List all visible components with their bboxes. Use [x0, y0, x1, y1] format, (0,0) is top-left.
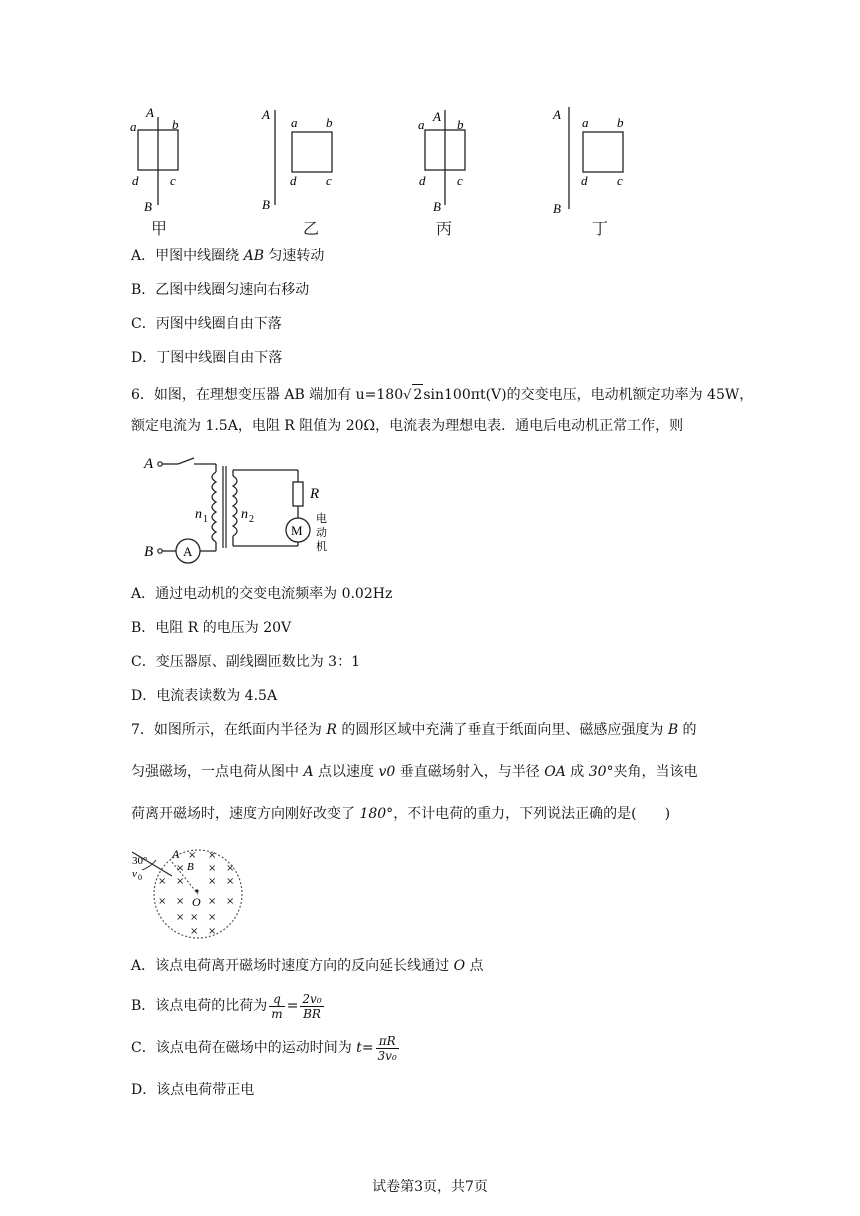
q6-option-d: D．电流表读数为 4.5A — [131, 688, 278, 704]
svg-text:B: B — [187, 861, 194, 873]
svg-text:动: 动 — [316, 526, 327, 539]
figure-yi — [258, 105, 348, 215]
svg-text:30°: 30° — [132, 855, 148, 867]
svg-text:B: B — [553, 201, 561, 215]
svg-text:机: 机 — [316, 540, 327, 553]
svg-text:B: B — [144, 199, 152, 214]
q5-option-a: A．甲图中线圈绕 AB 匀速转动 — [131, 248, 325, 264]
svg-text:×: × — [158, 876, 167, 887]
q6-option-c: C．变压器原、副线圈匝数比为 3：1 — [131, 654, 360, 670]
q5-option-b: B．乙图中线圈匀速向右移动 — [131, 282, 310, 298]
svg-text:c: c — [326, 173, 332, 188]
q7-stem-line2: 匀强磁场，一点电荷从图中 A 点以速度 v0 垂直磁场射入，与半径 OA 成 30°夹角，当该电 — [131, 764, 698, 780]
svg-text:O: O — [192, 895, 201, 909]
q7-option-a: A．该点电荷离开磁场时速度方向的反向延长线通过 O 点 — [131, 958, 484, 974]
svg-text:×: × — [190, 912, 199, 923]
svg-text:b: b — [326, 115, 333, 130]
svg-text:×: × — [208, 876, 217, 887]
q7-stem-line3: 荷离开磁场时，速度方向刚好改变了 180°，不计电荷的重力，下列说法正确的是( ) — [131, 806, 671, 822]
svg-text:×: × — [176, 876, 185, 887]
figure-label-jia: 甲 — [151, 219, 168, 238]
q6-circuit-diagram — [140, 452, 340, 572]
svg-text:×: × — [176, 863, 185, 874]
q5-option-c: C．丙图中线圈自由下落 — [131, 316, 282, 332]
svg-text:b: b — [172, 117, 179, 132]
svg-text:d: d — [290, 173, 297, 188]
q7-option-d: D．该点电荷带正电 — [131, 1082, 255, 1098]
svg-text:A: A — [262, 107, 270, 122]
svg-text:A: A — [553, 107, 561, 122]
figure-ding — [545, 105, 635, 215]
q7-option-c: C．该点电荷在磁场中的运动时间为 t= $\frac{\pi R}{\text{3v₀}}$ — [131, 1033, 397, 1063]
q6-option-a: A．通过电动机的交变电流频率为 0.02Hz — [131, 586, 393, 602]
svg-text:电: 电 — [316, 512, 327, 525]
svg-text:×: × — [208, 850, 217, 861]
svg-text:c: c — [170, 173, 176, 188]
svg-text:v: v — [132, 868, 137, 880]
figure-label-yi: 乙 — [303, 219, 320, 238]
svg-text:a: a — [130, 119, 137, 134]
q7-stem-line1: 7．如图所示，在纸面内半径为 R 的圆形区域中充满了垂直于纸面向里、磁感应强度为 B 的 — [131, 722, 697, 738]
svg-text:×: × — [158, 896, 167, 907]
svg-text:×: × — [208, 896, 217, 907]
page-footer: 试卷第3页，共7页 — [372, 1179, 488, 1195]
figure-bing — [413, 105, 483, 215]
svg-text:×: × — [226, 863, 235, 874]
svg-text:d: d — [419, 173, 426, 188]
svg-text:d: d — [132, 173, 139, 188]
svg-text:B: B — [433, 199, 441, 214]
svg-text:d: d — [581, 173, 588, 188]
svg-text:×: × — [226, 896, 235, 907]
q6-option-b: B．电阻 R 的电压为 20V — [131, 620, 292, 636]
svg-text:×: × — [208, 912, 217, 923]
figure-label-bing: 丙 — [436, 219, 453, 238]
svg-text:a: a — [291, 115, 298, 130]
svg-text:×: × — [208, 863, 217, 874]
q7-magnetic-field-diagram — [128, 844, 248, 944]
svg-text:×: × — [226, 876, 235, 887]
svg-text:2: 2 — [249, 514, 254, 525]
figure-label-ding: 丁 — [592, 219, 609, 238]
svg-text:B: B — [144, 544, 154, 560]
svg-text:A: A — [433, 109, 441, 124]
svg-text:×: × — [190, 926, 199, 937]
svg-text:0: 0 — [138, 873, 142, 882]
svg-text:n: n — [241, 507, 248, 522]
svg-text:R: R — [310, 486, 320, 502]
svg-text:×: × — [176, 912, 185, 923]
svg-text:c: c — [457, 173, 463, 188]
q6-stem-line1: 6．如图，在理想变压器 AB 端加有 u=180√ 2sin100πt(V)的交变电压，电动机额定功率为 45W， — [131, 384, 753, 406]
svg-text:c: c — [617, 173, 623, 188]
svg-text:×: × — [176, 896, 185, 907]
svg-text:×: × — [188, 850, 197, 861]
svg-text:1: 1 — [203, 514, 208, 525]
q7-option-b: B．该点电荷的比荷为 $\frac{q}{m}$ = $\frac{\text{2v₀}}{BR}$ — [131, 991, 322, 1021]
svg-text:A: A — [146, 105, 154, 120]
svg-text:b: b — [457, 117, 464, 132]
svg-text:A: A — [144, 456, 154, 472]
figure-jia — [128, 105, 198, 215]
svg-text:n: n — [195, 507, 202, 522]
q6-stem-line2: 额定电流为 1.5A，电阻 R 阻值为 20Ω，电流表为理想电表．通电后电动机正常工作，则 — [131, 418, 684, 434]
svg-text:M: M — [291, 523, 303, 538]
svg-text:A: A — [172, 847, 180, 861]
svg-text:b: b — [617, 115, 624, 130]
svg-text:A: A — [183, 544, 193, 559]
q5-option-d: D．丁图中线圈自由下落 — [131, 350, 283, 366]
svg-text:a: a — [582, 115, 589, 130]
svg-text:B: B — [262, 197, 270, 212]
svg-text:a: a — [418, 117, 425, 132]
svg-text:×: × — [208, 926, 217, 937]
